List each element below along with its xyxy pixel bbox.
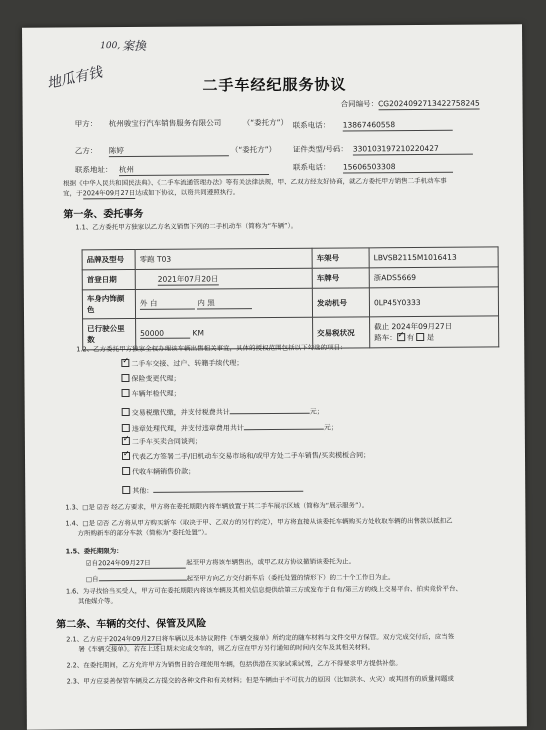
clause-1-4-line-1: 1.4、□是 ☑否 乙方将从甲方购买新车（取决于甲、乙双方的另行约定），甲方将直接从该委托车辆购买方处收取车辆的出售款以抵扣乙 xyxy=(65,516,453,528)
color-label: 车身内饰颜色 xyxy=(82,289,135,318)
option-item: ✓二手车交接、过户、转籍手续代理； xyxy=(121,358,243,369)
reg-date-value: 2021年07月20日 xyxy=(135,268,312,289)
checkbox[interactable] xyxy=(122,408,130,416)
address-phone-label: 联系电话： xyxy=(292,162,331,172)
checkbox[interactable] xyxy=(122,437,130,445)
clause-1-1: 1.1、乙方委托甲方独家以乙方名义销售下列的二手机动车（简称为“车辆”）。 xyxy=(75,221,298,232)
checkbox[interactable] xyxy=(122,486,130,494)
clause-1-3: 1.3、□是 ☑否 经乙方要求，甲方将在委托期限内将车辆放置于其二手车展示区域（简称为“展示服务”）。 xyxy=(65,501,369,512)
option-item: 车辆年检代理； xyxy=(122,389,181,399)
contract-page xyxy=(22,24,527,729)
clause-1-2: 1.2、乙方委托甲方独家全权办理该车辆出售相关事宜，具体的授权范围包括以下勾选的项目： xyxy=(76,343,347,354)
document-title: 二手车经纪服务协议 xyxy=(202,75,347,95)
article-1-heading: 第一条、委托事务 xyxy=(63,208,144,221)
clause-2-1-line-2: 署《车辆交接单》。若在上述日期未完成交车的，则乙方应在甲方另行通知的时间内交车及其相关材料。 xyxy=(78,643,375,654)
party-b-id-label: 证件类型/号码： xyxy=(292,144,348,154)
option-item: 违章处理代理，并支付违章费用共计 元； xyxy=(122,420,338,435)
reg-date-label: 首登日期 xyxy=(82,269,135,289)
party-b-name: 陈婷 xyxy=(109,145,229,157)
checkbox[interactable] xyxy=(122,389,130,397)
party-b-role: （“委托方”） xyxy=(230,144,277,155)
vin-value: LBVSB2115M1016413 xyxy=(369,247,498,268)
checkbox[interactable] xyxy=(122,424,130,432)
vin-label: 车架号 xyxy=(312,248,369,268)
preamble-line-2: 宜，于2024年09月27日达成如下协议，以资共同遵照执行。 xyxy=(63,188,240,198)
option-item: ✓二手车买卖合同谈判； xyxy=(122,436,202,447)
clause-1-5-option-a: ☑自2024年09月27日 起至甲方将该车辆售出，或甲乙双方协议撤销该委托为止。 xyxy=(85,557,356,568)
option-item: ✓代表乙方签署二手/旧机动车交易市场和/或甲方处二手车销售/买卖模板合同； xyxy=(122,450,370,462)
option-item: 其他： xyxy=(122,482,303,496)
option-item: 交易税缴代缴，并支付税费共计 元； xyxy=(122,404,324,418)
checkbox[interactable] xyxy=(122,452,130,460)
checkbox[interactable] xyxy=(121,359,129,367)
plate-value: 浙ADS5669 xyxy=(369,267,498,288)
address-value: 杭州 xyxy=(119,164,269,176)
handwritten-side-note: 地瓜有钱 xyxy=(45,64,104,93)
party-b-id: 330103197210220427 xyxy=(353,144,473,156)
option-item: 代收车辆销售价款； xyxy=(122,467,195,478)
party-a-phone-label: 联系电话： xyxy=(292,120,331,130)
engine-value: 0LP45Y0333 xyxy=(369,287,498,317)
brand-label: 品牌及型号 xyxy=(82,249,135,269)
brand-value: 零跑 T03 xyxy=(135,248,312,269)
preamble-line-1: 根据《中华人民共和国民法典》、《二手车流通管理办法》等有关法律法规，甲、乙双方经友好协商，就乙方委托甲方销售二手机动车事 xyxy=(63,176,447,188)
clause-2-1-line-1: 2.1、乙方应于2024年09月27日将车辆以及本协议附件《车辆交接单》所约定的随车材料与文件交甲方保管。双方完成交付后，应当签 xyxy=(66,632,455,644)
tax-status-label: 交易税状况 xyxy=(313,317,370,348)
clause-2-2: 2.2、在委托期间，乙方允许甲方为销售目的合理使用车辆，包括供潜在买家试乘试驾，乙方不得要求甲方提供补偿。 xyxy=(66,659,402,670)
clause-1-5: 1.5、委托期限为： xyxy=(65,547,123,556)
article-2-heading: 第二条、车辆的交付、保管及风险 xyxy=(56,618,207,631)
checkbox[interactable] xyxy=(121,374,129,382)
mileage-value: 50000 KM xyxy=(136,317,313,349)
engine-label: 发动机号 xyxy=(312,288,369,317)
clause-1-5-option-b: □自 起至甲方向乙方交付新车后（委托处置的情形下）的二十个工作日为止。 xyxy=(86,569,395,584)
vehicle-info-table xyxy=(82,246,500,350)
address-phone: 15606503308 xyxy=(343,162,453,174)
party-a-role: （“委托方”） xyxy=(242,117,288,128)
party-b-label: 乙方： xyxy=(74,146,98,156)
contract-number: 合同编号：CG2024092713422758245 xyxy=(340,98,480,109)
handwritten-note-2: 案換 xyxy=(122,38,147,54)
address-label: 联系地址： xyxy=(74,165,113,175)
handwritten-note-1: 100, xyxy=(100,41,121,52)
party-a-name: 杭州骏宝行汽车销售服务有限公司 xyxy=(108,118,222,129)
party-a-phone: 13867460558 xyxy=(343,120,453,132)
clause-1-4-line-2: 方所购新车的部分车款（简称为“委托处置”）。 xyxy=(77,528,212,538)
party-a-label: 甲方： xyxy=(74,119,98,129)
clause-2-3: 2.3、甲方应妥善保管车辆及乙方提交的各种文件和有关材料；但是车辆由于不可抗力的原因（比如洪水、火灾）或其固有的质量问题或 xyxy=(66,674,454,686)
mileage-label: 已行驶公里数 xyxy=(83,318,136,349)
clause-1-6-line-2: 其他媒介等。 xyxy=(77,597,118,606)
plate-label: 车牌号 xyxy=(312,268,369,288)
color-value: 外 白 内 黑 xyxy=(135,288,312,318)
checkbox[interactable] xyxy=(122,467,130,475)
option-item: 保险变更代理； xyxy=(121,374,180,384)
tax-status-value: 截止 2024年09月27日 路车：✓ 有 是 xyxy=(370,316,499,348)
clause-1-6-line-1: 1.6、为寻找恰当买受人，甲方可在委托期限内将该车辆及其相关信息提供给第三方或发布于自有/第三方的线上交易平台、拍卖竞价平台、 xyxy=(65,584,462,596)
